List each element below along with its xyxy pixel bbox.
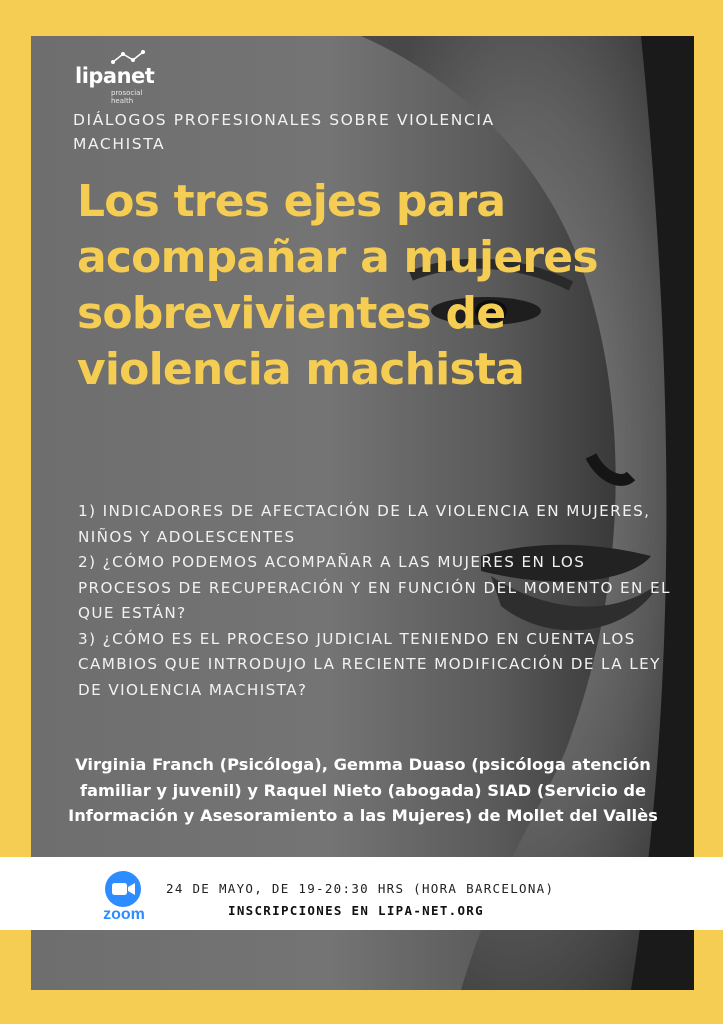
poster-photo — [31, 36, 694, 990]
zoom-camera-icon — [105, 871, 141, 907]
event-series-label: DIÁLOGOS PROFESIONALES SOBRE VIOLENCIA MACHISTA — [73, 111, 495, 153]
registration-link[interactable]: INSCRIPCIONES EN LIPA-NET.ORG — [228, 903, 484, 918]
lipanet-logo — [75, 50, 165, 105]
topic-item: 3) ¿CÓMO ES EL PROCESO JUDICIAL TENIENDO EN CUENTA LOS CAMBIOS QUE INTRODUJO LA RECIENTE MODIFICACIÓN DE LA LEY DE VIOLENCIA MACHISTA? — [78, 629, 661, 699]
topic-item: 1) INDICADORES DE AFECTACIÓN DE LA VIOLENCIA EN MUJERES, NIÑOS Y ADOLESCENTES — [78, 502, 651, 546]
topics-list — [78, 499, 678, 703]
zoom-logo — [95, 871, 155, 925]
zoom-wordmark: zoom — [103, 906, 145, 923]
poster-title: Los tres ejes para acompañar a mujeres sobrevivientes de violencia machista — [77, 176, 598, 395]
topic-item: 2) ¿CÓMO PODEMOS ACOMPAÑAR A LAS MUJERES EN LOS PROCESOS DE RECUPERACIÓN Y EN FUNCIÓN DEL MOMENTO EN EL QUE ESTÁN? — [78, 553, 671, 622]
event-info-band — [0, 857, 723, 930]
event-date: 24 DE MAYO, DE 19-20:30 HRS (HORA BARCELONA) — [166, 881, 555, 896]
logo-tagline: prosocial health — [111, 89, 143, 105]
speakers-text: Virginia Franch (Psicóloga), Gemma Duaso (psicóloga atención familiar y juvenil) y Raquel Nieto (abogada) SIAD (Servicio de Información y Asesoramiento a las Mujeres) de Mollet del Vallès — [68, 755, 658, 825]
logo-wordmark: lipanet — [75, 64, 155, 88]
